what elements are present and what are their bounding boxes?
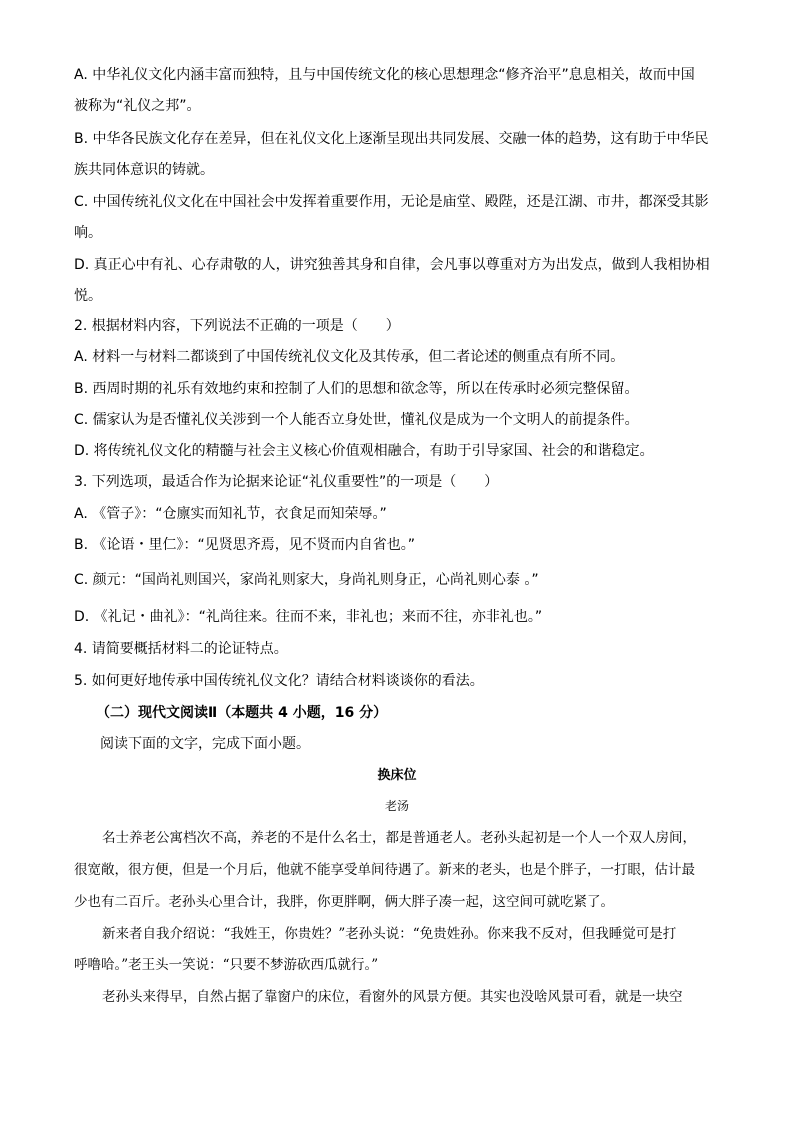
q1-option-b-line1: B. 中华各民族文化存在差异，但在礼仪文化上逐渐呈现出共同发展、交融一体的趋势，这有助于中华民	[74, 131, 709, 147]
story-author: 老汤	[384, 799, 409, 813]
q1-option-a-line1: A. 中华礼仪文化内涵丰富而独特，且与中国传统文化的核心思想理念“修齐治平”息息相关，故而中国	[74, 67, 695, 83]
story-paragraph-line: 很宽敞，很方便，但是一个月后，他就不能享受单间待遇了。新来的老头，也是个胖子，一打眼，估计最	[74, 862, 695, 878]
q1-option-c-line1: C. 中国传统礼仪文化在中国社会中发挥着重要作用，无论是庙堂、殿陛，还是江湖、市井，都深受其影	[74, 194, 709, 210]
q4-stem: 4. 请简要概括材料二的论证特点。	[74, 641, 288, 657]
story-paragraph-line: 新来者自我介绍说：“我姓王，你贵姓？”老孙头说：“免贵姓孙。你来我不反对，但我睡觉可是打	[102, 926, 677, 942]
q3-option-a: A. 《管子》：“仓廪实而知礼节，衣食足而知荣辱。”	[74, 506, 387, 522]
q3-option-c: C. 颜元：“国尚礼则国兴，家尚礼则家大，身尚礼则身正，心尚礼则心泰 。”	[74, 572, 539, 588]
story-paragraph-line: 名士养老公寓档次不高，养老的不是什么名士，都是普通老人。老孙头起初是一个人一个双人房间，	[102, 830, 696, 846]
q1-option-c-line2: 响。	[74, 225, 102, 241]
story-paragraph-line: 少也有二百斤。老孙头心里合计，我胖，你更胖啊，俩大胖子凑一起，这空间可就吃紧了。	[74, 894, 614, 910]
q1-option-d-line1: D. 真正心中有礼、心存肃敬的人，讲究独善其身和自律，会凡事以尊重对方为出发点，做到人我相协相	[74, 257, 710, 273]
story-paragraph-line: 呼噜哈。”老王头一笑说：“只要不梦游砍西瓜就行。”	[74, 957, 379, 973]
q2-option-c: C. 儒家认为是否懂礼仪关涉到一个人能否立身处世，懂礼仪是成为一个文明人的前提条件。	[74, 412, 639, 428]
q1-option-d-line2: 悦。	[74, 288, 102, 304]
q2-option-a: A. 材料一与材料二都谈到了中国传统礼仪文化及其传承，但二者论述的侧重点有所不同。	[74, 349, 625, 365]
q3-stem: 3. 下列选项，最适合作为论据来论证“礼仪重要性”的一项是（ ）	[74, 474, 499, 490]
q2-option-d: D. 将传统礼仪文化的精髓与社会主义核心价值观相融合，有助于引导家国、社会的和谐稳定。	[74, 443, 654, 459]
q3-option-b: B. 《论语・里仁》：“见贤思齐焉，见不贤而内自省也。”	[74, 537, 416, 553]
story-paragraph-line: 老孙头来得早，自然占据了靠窗户的床位，看窗外的风景方便。其实也没啥风景可看，就是一块空	[102, 989, 683, 1005]
q1-option-b-line2: 族共同体意识的铸就。	[74, 162, 214, 178]
q5-stem: 5. 如何更好地传承中国传统礼仪文化？请结合材料谈谈你的看法。	[74, 673, 484, 689]
q2-option-b: B. 西周时期的礼乐有效地约束和控制了人们的思想和欲念等，所以在传承时必须完整保留。	[74, 381, 639, 397]
story-title: 换床位	[377, 768, 417, 783]
q1-option-a-line2: 被称为“礼仪之邦”。	[74, 98, 201, 114]
section-instruction: 阅读下面的文字，完成下面小题。	[100, 736, 310, 752]
section-heading: （二）现代文阅读Ⅱ（本题共 4 小题，16 分）	[96, 705, 388, 721]
q2-stem: 2. 根据材料内容，下列说法不正确的一项是（ ）	[74, 318, 400, 334]
q3-option-d: D. 《礼记・曲礼》：“礼尚往来。往而不来，非礼也；来而不往，亦非礼也。”	[74, 609, 543, 625]
